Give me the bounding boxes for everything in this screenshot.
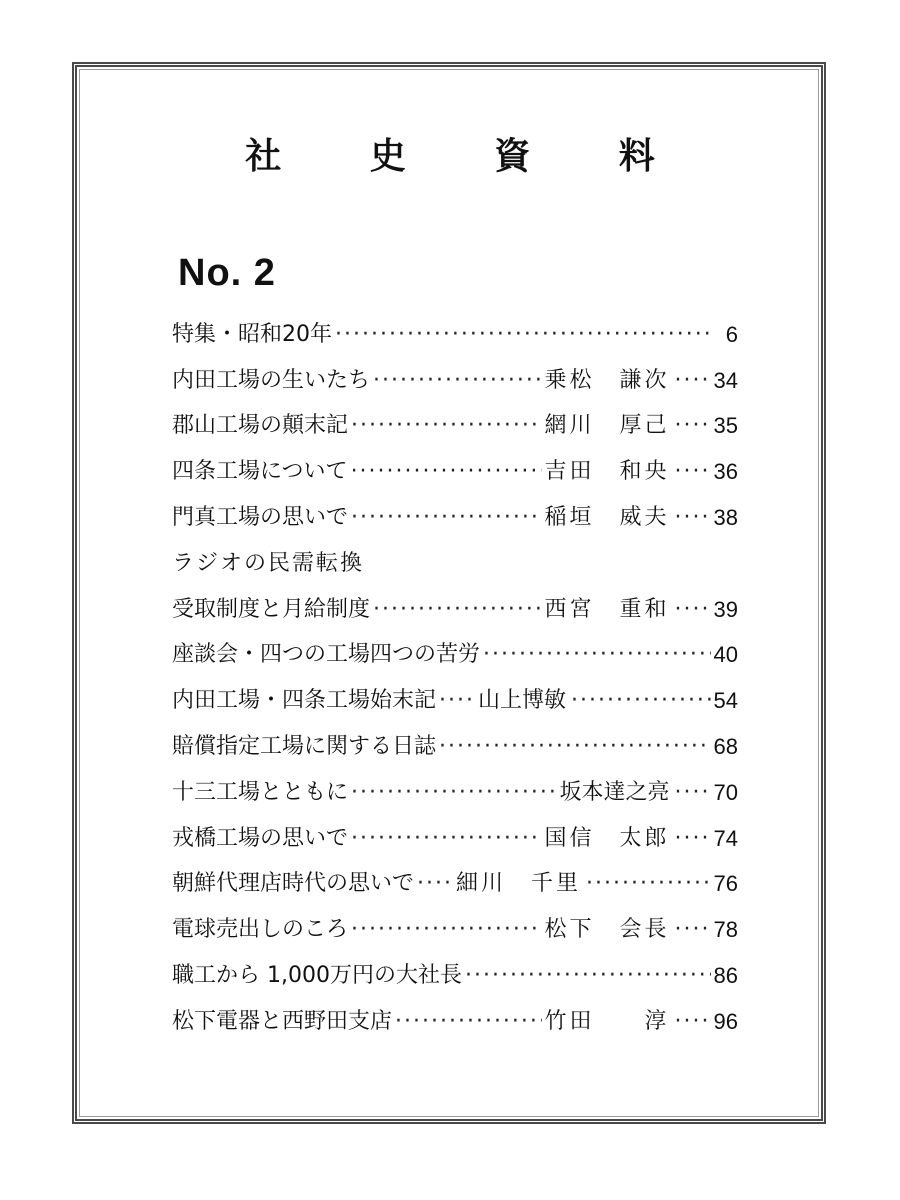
entry-author: 松下 会長 xyxy=(544,917,670,943)
dot-leader xyxy=(439,690,475,712)
entry-author: 網川 厚己 xyxy=(544,413,670,439)
dot-leader xyxy=(675,919,711,941)
entry-page: 34 xyxy=(713,367,738,393)
dot-leader xyxy=(586,873,710,895)
entry-page: 35 xyxy=(713,413,738,439)
dot-leader xyxy=(675,370,711,392)
dot-leader xyxy=(351,507,541,529)
dot-leader xyxy=(335,324,711,346)
entry-title: 賠償指定工場に関する日誌 xyxy=(172,734,437,760)
entry-page: 74 xyxy=(713,825,738,851)
dot-leader xyxy=(675,599,711,621)
entry-author: 山上博敏 xyxy=(478,688,567,714)
entry-title: 内田工場・四条工場始末記 xyxy=(172,688,437,714)
entry-page: 40 xyxy=(713,642,738,668)
toc-entry[interactable] xyxy=(172,541,738,587)
toc-entry[interactable] xyxy=(172,770,738,816)
table-of-contents xyxy=(172,312,738,1045)
toc-entry[interactable] xyxy=(172,633,738,679)
toc-entry[interactable] xyxy=(172,312,738,358)
entry-author: 国信 太郎 xyxy=(544,825,670,851)
dot-leader xyxy=(417,873,453,895)
dot-leader xyxy=(675,828,711,850)
entry-title: 受取制度と月給制度 xyxy=(172,596,371,622)
entry-title: 門真工場の思いで xyxy=(172,505,349,531)
dot-leader xyxy=(571,690,710,712)
dot-leader xyxy=(675,507,711,529)
entry-title: 朝鮮代理店時代の思いで xyxy=(172,871,415,897)
entry-page: 54 xyxy=(713,688,738,714)
page-title: 社 史 資 料 xyxy=(245,135,693,177)
toc-entry[interactable] xyxy=(172,404,738,450)
dot-leader xyxy=(351,782,556,804)
entry-title: 松下電器と西野田支店 xyxy=(172,1008,393,1034)
entry-author: 乗松 謙次 xyxy=(544,367,670,393)
dot-leader xyxy=(675,1011,711,1033)
entry-title: 特集・昭和20年 xyxy=(172,321,332,347)
entry-page: 86 xyxy=(713,963,738,989)
entry-title: 電球売出しのころ xyxy=(172,917,349,943)
dot-leader xyxy=(373,599,541,621)
entry-title: 郡山工場の顛末記 xyxy=(172,413,349,439)
entry-title: 四条工場について xyxy=(172,459,348,485)
entry-title: 座談会・四つの工場四つの苦労 xyxy=(172,642,481,668)
entry-author: 稲垣 威夫 xyxy=(544,505,670,531)
entry-title: 戎橋工場の思いで xyxy=(172,825,349,851)
entry-author: 西宮 重和 xyxy=(544,596,670,622)
dot-leader xyxy=(465,965,711,987)
entry-title: ラジオの民需転換 xyxy=(172,550,365,576)
dot-leader xyxy=(351,461,542,483)
dot-leader xyxy=(351,919,541,941)
entry-author: 吉田 和央 xyxy=(544,459,670,485)
entry-page: 36 xyxy=(713,459,738,485)
entry-author: 竹田 淳 xyxy=(544,1008,670,1034)
entry-title: 十三工場とともに xyxy=(172,779,349,805)
toc-entry[interactable] xyxy=(172,862,738,908)
toc-entry[interactable] xyxy=(172,724,738,770)
issue-number: No. 2 xyxy=(178,252,276,294)
entry-author: 細川 千里 xyxy=(456,871,582,897)
entry-title: 職工から 1,000万円の大社長 xyxy=(172,963,462,989)
toc-entry[interactable] xyxy=(172,907,738,953)
dot-leader xyxy=(373,370,541,392)
toc-entry[interactable] xyxy=(172,587,738,633)
toc-entry[interactable] xyxy=(172,816,738,862)
dot-leader xyxy=(395,1011,541,1033)
toc-entry[interactable] xyxy=(172,999,738,1045)
dot-leader xyxy=(675,782,711,804)
dot-leader xyxy=(675,415,711,437)
dot-leader xyxy=(483,644,711,666)
entry-author: 坂本達之亮 xyxy=(559,779,670,805)
toc-entry[interactable] xyxy=(172,449,738,495)
entry-page: 39 xyxy=(713,596,738,622)
entry-page: 76 xyxy=(713,871,738,897)
entry-page: 38 xyxy=(713,505,738,531)
dot-leader xyxy=(439,736,711,758)
toc-entry[interactable] xyxy=(172,678,738,724)
dot-leader xyxy=(351,415,541,437)
entry-page: 78 xyxy=(713,917,738,943)
entry-page: 96 xyxy=(713,1008,738,1034)
entry-title: 内田工場の生いたち xyxy=(172,367,371,393)
entry-page: 70 xyxy=(713,779,738,805)
dot-leader xyxy=(351,828,541,850)
toc-entry[interactable] xyxy=(172,358,738,404)
entry-page: 68 xyxy=(713,734,738,760)
toc-entry[interactable] xyxy=(172,495,738,541)
toc-entry[interactable] xyxy=(172,953,738,999)
entry-page: 6 xyxy=(725,321,738,347)
dot-leader xyxy=(675,461,711,483)
